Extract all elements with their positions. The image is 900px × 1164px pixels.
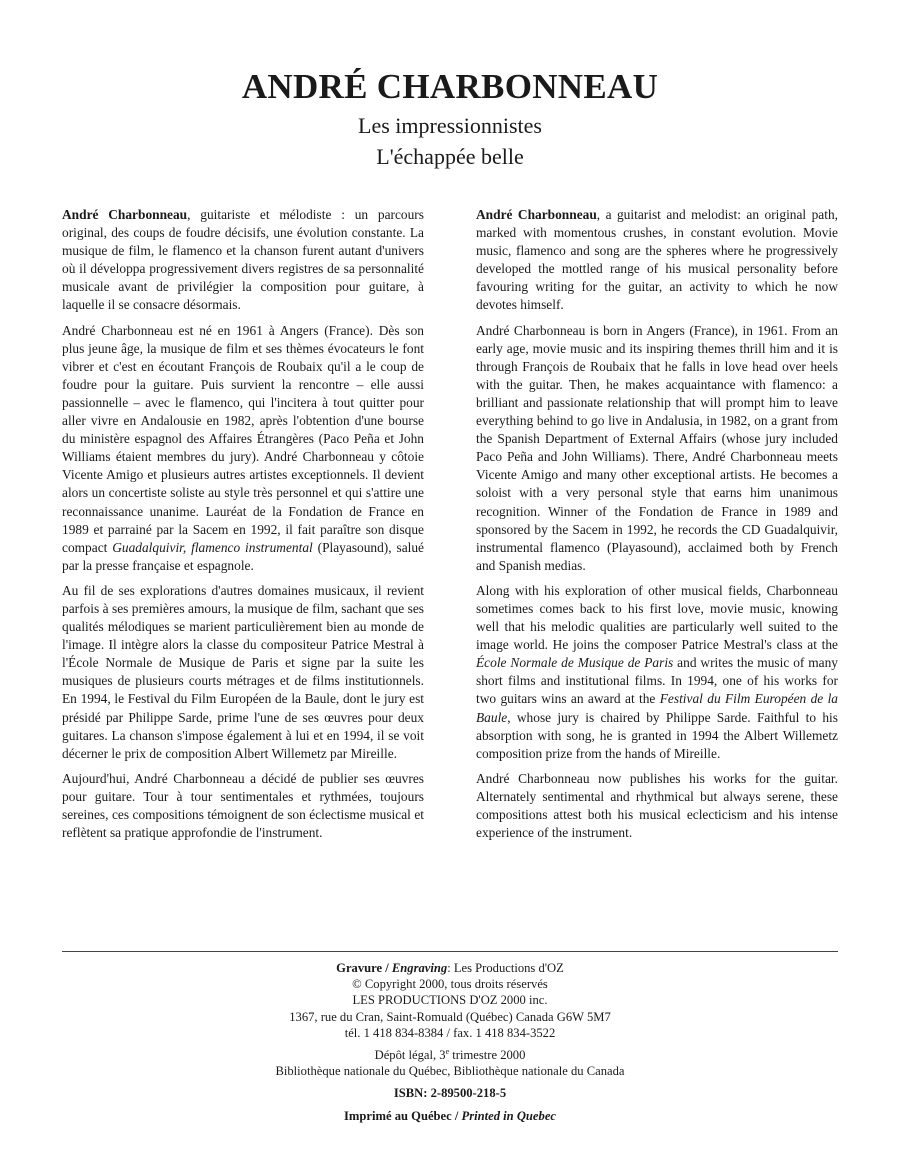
french-album-title: Guadalquivir, flamenco instrumental — [112, 539, 313, 555]
english-paragraph-2: André Charbonneau is born in Angers (France), in 1961. From an early age, movie music and its inspiring themes thrill him and it is through François de Roubaix that he falls in love head over heels with the guitar. Then, he makes acquaintance with flamenco: a brilliant and passionate relationship that will prompt him to leave everything behind to go live in Andalusia, in 1982, on a grant from the Spanish Department of External Affairs (whose jury included Paco Peña and John Williams). There, André Charbonneau meets Vicente Amigo and many other exceptional artists. He becomes a soloist with a very personal style that earns him unanimous recognition. Winner of the Fondation de France in 1989 and sponsored by the Sacem in 1992, he records the CD Guadalquivir, instrumental flamenco (Playasound), acclaimed both by French and Spanish medias. — [476, 322, 838, 573]
colophon — [0, 960, 900, 1124]
printed-fr: Imprimé au Québec — [344, 1108, 452, 1123]
biography-columns — [62, 206, 838, 849]
printed-en: Printed in Quebec — [461, 1108, 556, 1123]
isbn: ISBN: 2-89500-218-5 — [393, 1086, 507, 1101]
english-column — [476, 206, 838, 849]
english-festival-name: Festival du Film Européen de la Baule — [476, 691, 838, 725]
english-paragraph-1 — [476, 206, 838, 315]
legal-deposit-sup: e — [445, 1046, 450, 1056]
copyright-line: © Copyright 2000, tous droits réservés — [352, 977, 548, 992]
english-school-name: École Normale de Musique de Paris — [476, 655, 674, 671]
english-p1-text: , a guitarist and melodist: an original path, marked with momentous crushes, in constant evolution. Movie music, flamenco and song are the spheres where he progressively developed the mottled range of his musical personality before favouring writing for the guitar, an activity to which he now devotes himself. — [476, 207, 838, 313]
english-p3-text-c: , whose jury is chaired by Philippe Sarde. Faithful to his absorption with song, he is granted in 1994 the Albert Willemetz composition prize from the hands of Mireille. — [476, 709, 838, 761]
engraving-label: Engraving — [391, 961, 448, 975]
french-p2-text-a: André Charbonneau est né en 1961 à Angers (France). Dès son plus jeune âge, la musique de film et ses thèmes évocateurs le font vibrer et c'est en écoutant François de Roubaix qu'il a le coup de foudre pour la guitare. Puis survient la rencontre – elle aussi passionnelle – avec le flamenco, qui l'incitera à tout quitter pour aller vivre en Andalousie en 1982, après l'obtention d'une bourse du ministère espagnol des Affaires Étrangères (Paco Peña et John Williams étaient membres du jury). André Charbonneau y côtoie Vicente Amigo et plusieurs autres artistes exceptionnels. Il devient alors un concertiste soliste au style très personnel et qui s'attire une reconnaissance unanime. Lauréat de la Fondation de France en 1989 et parrainé par la Sacem en 1992, il fait paraître son disque compact — [62, 322, 424, 555]
gravure-label: Gravure — [336, 961, 383, 975]
legal-deposit-b: trimestre 2000 — [449, 1048, 526, 1063]
publisher-address: 1367, rue du Cran, Saint-Romuald (Québec) Canada G6W 5M7 — [289, 1009, 611, 1024]
library-line: Bibliothèque nationale du Québec, Bibliothèque nationale du Canada — [275, 1064, 625, 1079]
french-column — [62, 206, 424, 849]
page-header — [0, 64, 900, 172]
legal-deposit-a: Dépôt légal, 3 — [374, 1048, 446, 1063]
french-paragraph-4: Aujourd'hui, André Charbonneau a décidé de publier ses œuvres pour guitare. Tour à tour sentimentales et rythmées, toujours sereines, ces compositions témoignent de son éclectisme musical et reflètent sa pratique approfondie de l'instrument. — [62, 770, 424, 841]
footer-divider — [62, 951, 838, 952]
page-title: ANDRÉ CHARBONNEAU — [241, 67, 659, 106]
english-paragraph-3 — [476, 582, 838, 763]
french-paragraph-3: Au fil de ses explorations d'autres domaines musicaux, il revient parfois à ses premières amours, la musique de film, sachant que ses qualités mélodiques se marient particulièrement bien au monde de l'image. Il intègre alors la classe du compositeur Patrice Mestral à l'École Normale de Musique de Paris et signe par la suite les musiques de plusieurs courts métrages et de films institutionnels. En 1994, le Festival du Film Européen de la Baule, dont le jury est présidé par Philippe Sarde, prime l'une de ses œuvres pour deux guitares. La chanson s'impose également à lui et en 1994, il se voit décerner le prix de composition Albert Willemetz par Mireille. — [62, 582, 424, 761]
engraving-value: : Les Productions d'OZ — [447, 961, 564, 975]
french-name: André Charbonneau — [62, 207, 188, 222]
french-p2-text-b: (Playasound), salué par la presse française et espagnole. — [62, 539, 424, 573]
legal-deposit — [0, 1047, 900, 1063]
publisher-name: LES PRODUCTIONS D'OZ 2000 inc. — [352, 993, 548, 1008]
engraving-credit: Gravure / Engraving: Les Productions d'OZ — [336, 961, 564, 975]
printed-in: Imprimé au Québec / Printed in Quebec — [344, 1108, 556, 1123]
english-p3-text-a: Along with his exploration of other musical fields, Charbonneau sometimes comes back to his first love, movie music, knowing well that his melodic qualities are particularly well suited to the image world. He joins the composer Patrice Mestral's class at the — [476, 582, 838, 653]
subtitle-1: Les impressionnistes — [358, 113, 542, 138]
french-paragraph-1 — [62, 206, 424, 315]
publisher-phone: tél. 1 418 834-8384 / fax. 1 418 834-3522 — [344, 1025, 556, 1040]
english-name: André Charbonneau — [476, 207, 597, 222]
french-p1-text: , guitariste et mélodiste : un parcours original, des coups de foudre décisifs, une évolution constante. La musique de film, le flamenco et la chanson furent autant d'univers où il développa progressivement divers registres de sa personnalité musicale avant de privilégier la composition pour guitare, à laquelle il se consacre désormais. — [62, 207, 424, 313]
english-p3-text-b: and writes the music of many short films and institutional films. In 1994, one of his works for two guitars wins an award at the — [476, 655, 838, 707]
english-paragraph-4: André Charbonneau now publishes his works for the guitar. Alternately sentimental and rhythmical but always serene, these compositions attest both his musical eclecticism and his intense experience of the instrument. — [476, 770, 838, 841]
french-paragraph-2 — [62, 322, 424, 575]
subtitle-2: L'échappée belle — [376, 144, 524, 169]
